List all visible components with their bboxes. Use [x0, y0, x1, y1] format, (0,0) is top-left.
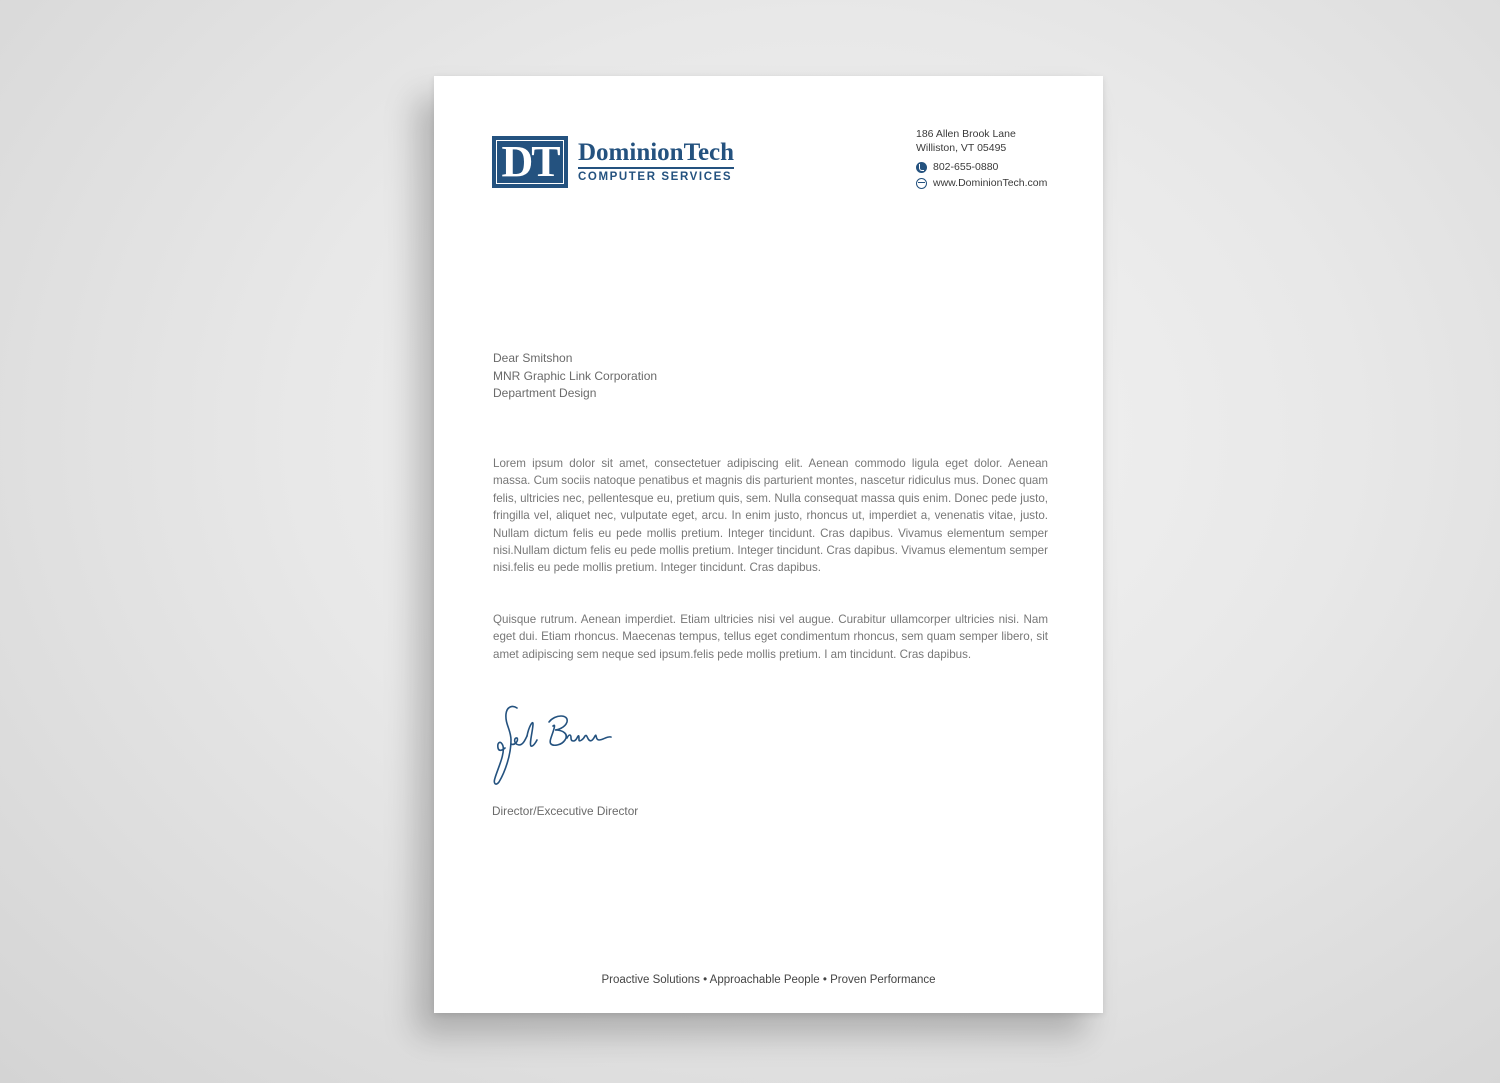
- contact-block: [916, 128, 1047, 190]
- globe-icon: [916, 178, 927, 189]
- logo-mark: [492, 136, 568, 188]
- footer-tagline: Proactive Solutions • Approachable People • Proven Performance: [601, 974, 936, 986]
- company-name: DominionTech: [578, 140, 734, 169]
- recipient-block: [493, 350, 657, 403]
- signature-image: [489, 700, 624, 790]
- company-logo: [492, 136, 734, 188]
- phone-row: [916, 161, 1047, 175]
- company-subtitle: COMPUTER SERVICES: [578, 171, 733, 183]
- recipient-department: Department Design: [493, 386, 597, 400]
- body-paragraph-2: Quisque rutrum. Aenean imperdiet. Etiam ultricies nisi vel augue. Curabitur ullamcorper ultricies nisi. Nam eget dui. Etiam rhoncus. Maecenas tempus, tellus eget condimentum rhoncus, sem quam semper libero, sit amet adipiscing sem neque sed ipsum.felis pede mollis pretium. I am tincidunt. Cras dapibus.: [493, 613, 1048, 661]
- website-link: www.DominionTech.com: [933, 176, 1048, 189]
- body-paragraph-1: Lorem ipsum dolor sit amet, consectetuer adipiscing elit. Aenean commodo ligula eget dolor. Aenean massa. Cum sociis natoque penatibus et magnis dis parturient montes, nascetur ridiculus mus. Donec quam felis, ultricies nec, pellentesque eu, pretium quis, sem. Nulla consequat massa quis enim. Donec pede justo, fringilla vel, aliquet nec, vulputate eget, arcu. In enim justo, rhoncus ut, imperdiet a, venenatis vitae, justo. Nullam dictum felis eu pede mollis pretium. Integer tincidunt. Cras dapibus. Vivamus elementum semper nisi.Nullam dictum felis eu pede mollis pretium. Integer tincidunt. Cras dapibus. Vivamus elementum semper nisi.felis eu pede mollis pretium. Integer tincidunt. Cras dapibus.: [493, 457, 1048, 575]
- recipient-company: MNR Graphic Link Corporation: [493, 368, 658, 383]
- logo-wordmark: [578, 140, 734, 184]
- logo-initials: DT: [496, 140, 564, 184]
- address-line-1: 186 Allen Brook Lane: [916, 128, 1016, 140]
- address-line-2: Williston, VT 05495: [916, 141, 1007, 154]
- salutation: Dear Smitshon: [493, 351, 573, 365]
- signatory-title: Director/Excecutive Director: [492, 804, 639, 818]
- website-row: [916, 177, 1047, 191]
- letterhead-page: [434, 76, 1103, 1013]
- phone-icon: [916, 162, 927, 173]
- phone-number: 802-655-0880: [933, 161, 999, 173]
